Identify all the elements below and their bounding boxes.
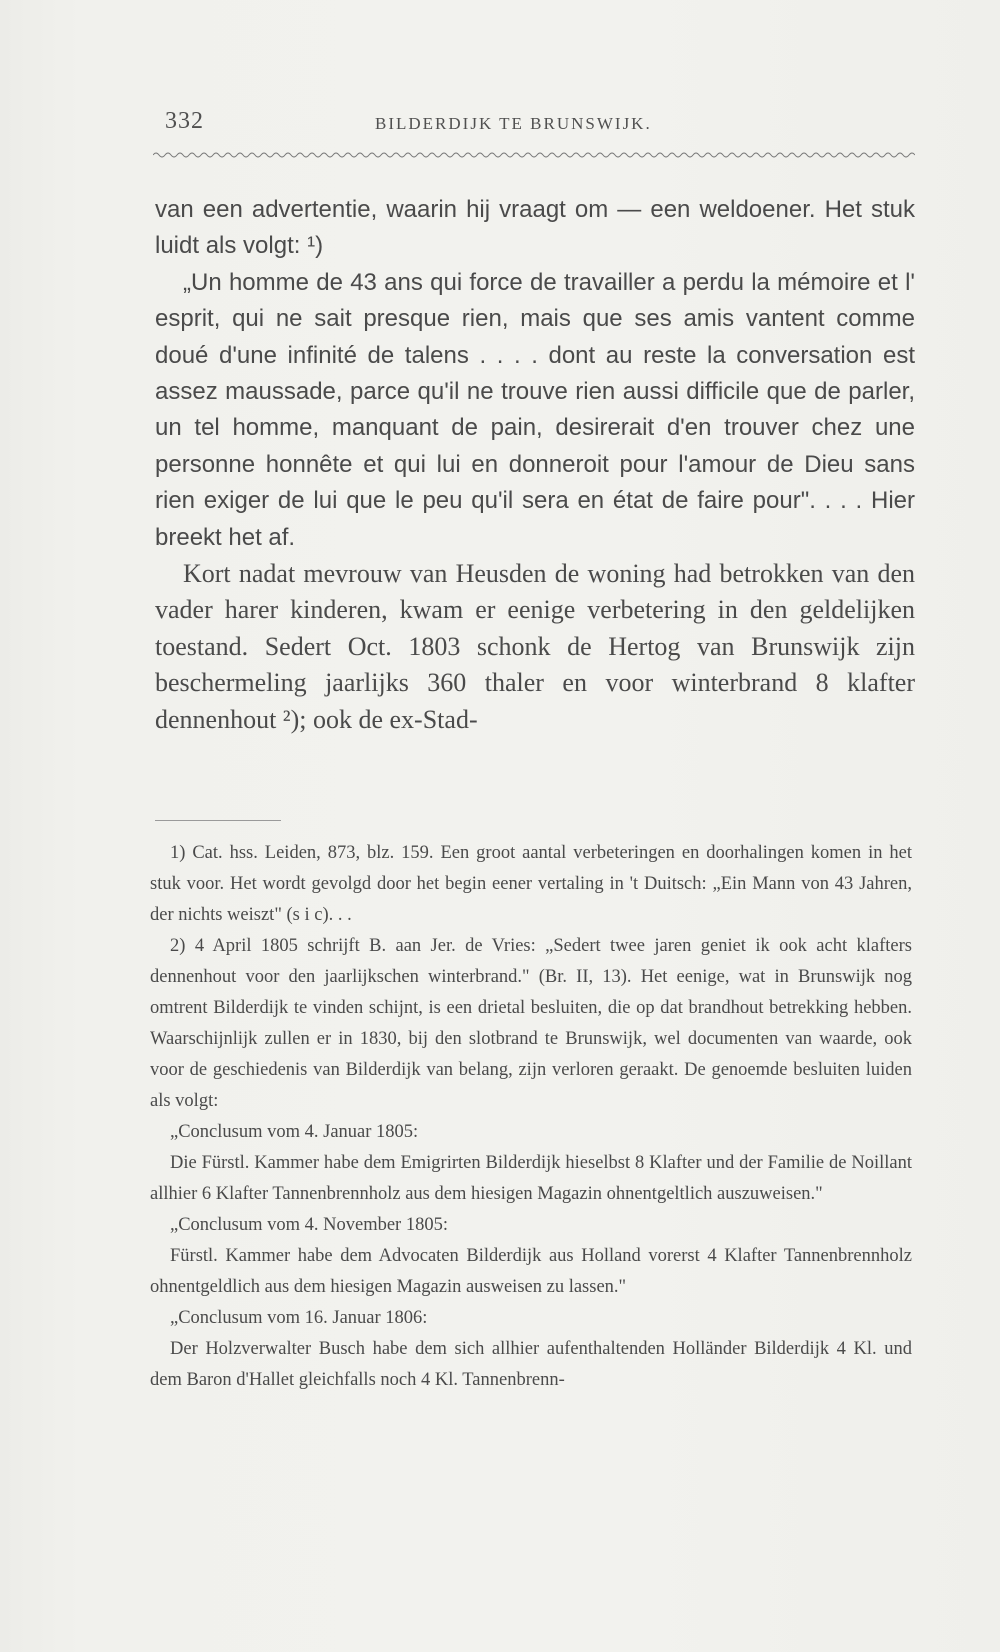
paragraph-verbetering: Kort nadat mevrouw van Heusden de woning had betrokken van den vader harer kinderen, kwam er eenige verbetering in den geldelijken toestand. Sedert Oct. 1803 schonk de Hertog van Brunswijk zijn beschermeling jaarlijks 360 thaler en voor winterbrand 8 klafter dennenhout ²); ook de ex-Stad-	[155, 559, 915, 734]
footnote-2: 2) 4 April 1805 schrijft B. aan Jer. de Vries: „Sedert twee jaren geniet ik ook acht klafters dennenhout voor den jaarlijkschen winterbrand." (Br. II, 13). Het eenige, wat in Brunswijk nog omtrent Bilderdijk te vinden schijnt, is een drietal besluiten, die op dat brandhout betrekking hebben. Waarschijnlijk zullen er in 1830, bij den slotbrand te Brunswijk, wel documenten van waarde, ook voor de geschiedenis van Bilderdijk van belang, zijn verloren geraakt. De genoemde besluiten luiden als volgt:	[150, 936, 912, 1111]
conclusum-2-heading: „Conclusum vom 4. November 1805:	[170, 1215, 448, 1235]
conclusum-3-text: Der Holzverwalter Busch habe dem sich allhier aufenthaltenden Holländer Bilderdijk 4 Kl. und dem Baron d'Hallet gleichfalls noch 4 Kl. Tannenbrenn-	[150, 1339, 912, 1390]
conclusum-2-text: Fürstl. Kammer habe dem Advocaten Bilderdijk aus Holland vorerst 4 Klafter Tannenbrennholz ohnentgeldlich aus dem hiesigen Magazin ausweisen zu lassen."	[150, 1246, 912, 1297]
paragraph-advertentie: van een advertentie, waarin hij vraagt om — een weldoener. Het stuk luidt als volgt: ¹)	[155, 196, 915, 260]
page-number: 332	[165, 108, 204, 134]
body-text	[155, 192, 915, 738]
conclusum-3-heading: „Conclusum vom 16. Januar 1806:	[170, 1308, 428, 1328]
header-wavy-rule	[153, 150, 915, 160]
conclusum-1-text: Die Fürstl. Kammer habe dem Emigrirten Bilderdijk hieselbst 8 Klafter und der Familie de Noillant allhier 6 Klafter Tannenbrennholz aus dem hiesigen Magazin ohnentgeltlich auszuweisen."	[150, 1153, 912, 1204]
page-header	[165, 108, 913, 144]
footnote-1: 1) Cat. hss. Leiden, 873, blz. 159. Een groot aantal verbeteringen en doorhalingen komen in het stuk voor. Het wordt gevolgd door het begin eener vertaling in 't Duitsch: „Ein Mann von 43 Jahren, der nichts weiszt" (s i c). . .	[150, 843, 912, 925]
footnote-separator	[155, 820, 281, 821]
conclusum-1-heading: „Conclusum vom 4. Januar 1805:	[170, 1122, 419, 1142]
paragraph-french-quote: „Un homme de 43 ans qui force de travailler a perdu la mémoire et l' esprit, qui ne sait presque rien, mais que ses amis vantent comme doué d'une infinité de talens . . . . dont au reste la conversation est assez maussade, parce qu'il ne trouve rien aussi difficile que de parler, un tel homme, manquant de pain, desirerait d'en trouver chez une personne honnête et qui lui en donneroit pour l'amour de Dieu sans rien exiger de lui que le peu qu'il sera en état de faire pour". . . . Hier breekt het af.	[155, 268, 915, 551]
running-title: BILDERDIJK TE BRUNSWIJK.	[375, 114, 652, 133]
footnotes	[150, 838, 912, 1396]
